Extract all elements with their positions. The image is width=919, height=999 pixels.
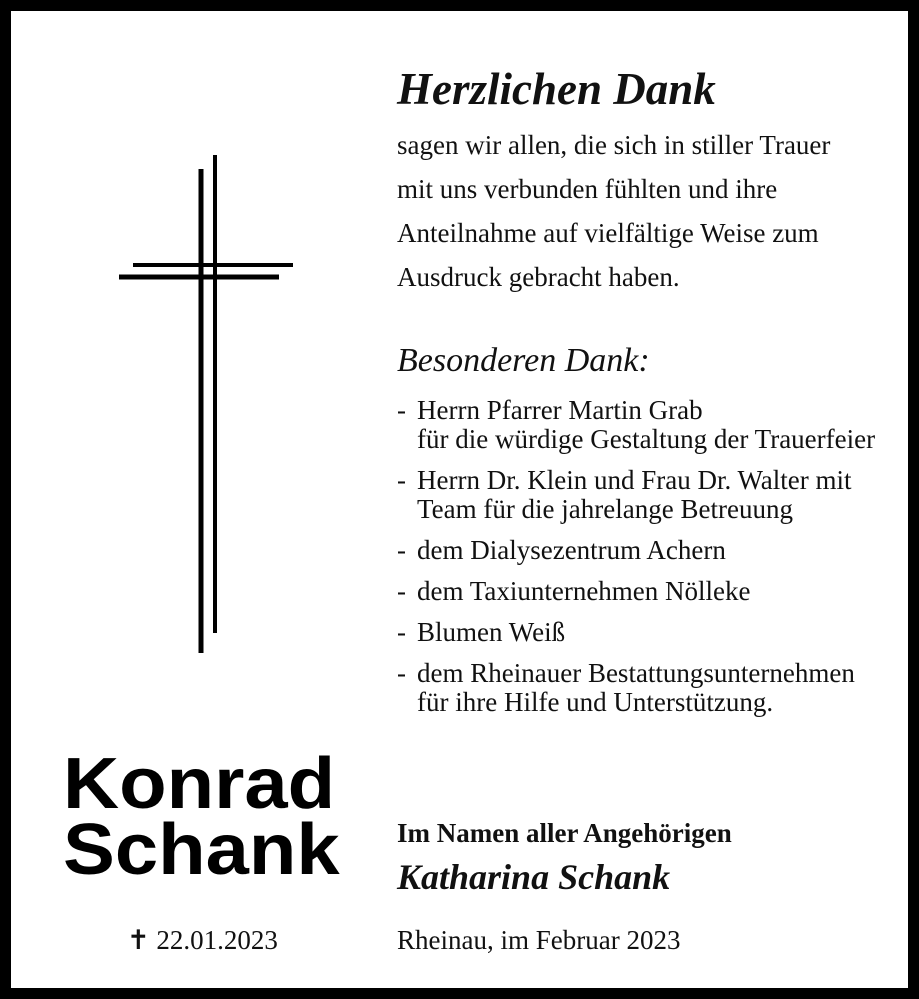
signer-name: Katharina Schank <box>397 857 671 897</box>
intro-line: sagen wir allen, die sich in stiller Trauer <box>397 130 831 160</box>
list-item <box>397 466 919 524</box>
special-thanks-list <box>397 396 919 729</box>
list-marker: - <box>397 465 406 495</box>
special-thanks-heading: Besonderen Dank: <box>397 342 650 379</box>
list-item-line: Team für die jahrelange Betreuung <box>417 494 793 524</box>
list-item-line: für ihre Hilfe und Unterstützung. <box>417 687 774 717</box>
list-item <box>397 659 919 717</box>
list-marker: - <box>397 617 406 647</box>
list-item-line: dem Rheinauer Bestattungsunternehmen <box>417 658 855 688</box>
list-item <box>397 396 919 454</box>
intro-text <box>397 123 830 299</box>
thanks-heading: Herzlichen Dank <box>397 64 716 114</box>
list-item <box>397 618 919 647</box>
list-item-line: dem Taxiunternehmen Nölleke <box>417 576 751 606</box>
deceased-first-name: Konrad <box>63 744 336 824</box>
list-item-line: für die würdige Gestaltung der Trauerfeier <box>417 424 876 454</box>
death-date-line <box>127 923 278 957</box>
list-item <box>397 536 919 565</box>
death-date: 22.01.2023 <box>156 925 278 955</box>
deceased-last-name: Schank <box>63 810 340 890</box>
behalf-line: Im Namen aller Angehörigen <box>397 818 732 848</box>
deceased-name <box>63 744 340 890</box>
list-item-line: dem Dialysezentrum Achern <box>417 535 726 565</box>
list-marker: - <box>397 535 406 565</box>
list-marker: - <box>397 576 406 606</box>
list-item-line: Herrn Pfarrer Martin Grab <box>417 395 703 425</box>
list-item-line: Blumen Weiß <box>417 617 566 647</box>
list-marker: - <box>397 658 406 688</box>
cross-icon <box>111 151 301 661</box>
list-item-line: Herrn Dr. Klein und Frau Dr. Walter mit <box>417 465 852 495</box>
intro-line: mit uns verbunden fühlten und ihre <box>397 174 778 204</box>
place-date: Rheinau, im Februar 2023 <box>397 925 681 955</box>
death-cross-icon: ✝ <box>127 925 150 955</box>
intro-line: Anteilnahme auf vielfältige Weise zum <box>397 218 819 248</box>
list-item <box>397 577 919 606</box>
list-marker: - <box>397 395 406 425</box>
intro-line: Ausdruck gebracht haben. <box>397 262 680 292</box>
